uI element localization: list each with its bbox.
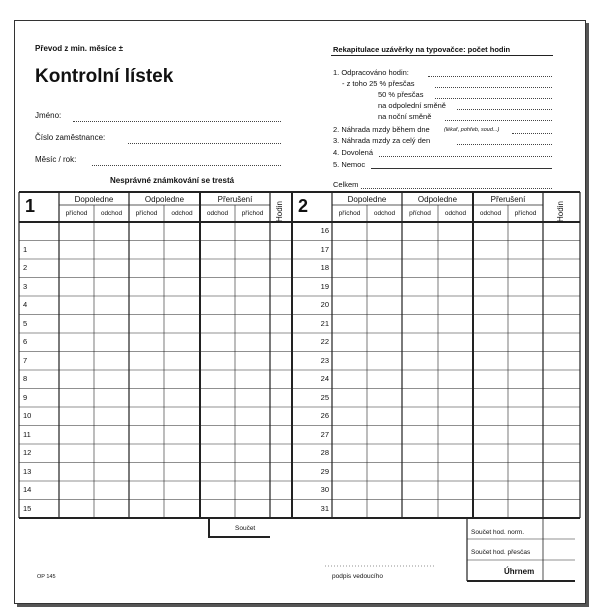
left-group-morning: Dopoledne [74,195,114,204]
signature-label: podpis vedoucího [332,573,383,580]
right-day-number: 16 [320,226,329,235]
right-day-number: 27 [320,429,329,439]
right-group-morning: Dopoledne [347,195,387,204]
right-day-number: 25 [320,392,329,402]
recap-item-2-note: (lékař, pohřeb, soud...) [444,127,500,133]
recap-item-4: 4. Dovolená [333,148,374,157]
left-day-number: 1 [23,244,28,254]
left-day-number: 15 [23,503,32,513]
right-day-number: 17 [320,244,329,254]
right-sub-departure-1: odchod [373,210,396,217]
recap-item-1a: - z toho 25 % přesčas [342,79,415,88]
form-code: OP 145 [37,574,56,580]
left-day-number: 11 [23,429,31,439]
transfer-label: Převod z min. měsíce ± [35,44,123,53]
left-day-number: 13 [23,466,32,476]
left-sub-arrival-3: příchod [241,210,264,217]
right-day-number: 26 [320,411,329,420]
left-day-number: 4 [23,300,28,309]
right-day-number: 18 [320,263,329,272]
right-group-afternoon: Odpoledne [417,195,458,204]
left-sub-arrival-2: příchod [135,210,158,217]
recap-item-5: 5. Nemoc [333,160,366,169]
left-day-number: 14 [23,485,32,494]
left-day-number: 8 [23,374,28,383]
left-day-number: 7 [23,355,28,365]
left-section-number: 1 [25,196,36,216]
name-label: Jméno: [35,111,62,120]
month-year-label: Měsíc / rok: [35,155,77,164]
left-day-number: 9 [23,392,28,402]
recap-item-1: 1. Odpracováno hodin: [333,68,409,77]
grand-total-label: Úhrnem [504,567,535,576]
left-day-number: 6 [23,337,28,346]
right-sub-departure-3: odchod [479,210,502,217]
right-day-number: 24 [320,374,329,383]
sum-label: Součet [235,525,256,532]
left-sub-departure-3: odchod [206,210,229,217]
sum-overtime-label: Součet hod. přesčas [471,549,531,556]
right-sub-arrival-2: příchod [409,210,431,217]
right-day-number: 31 [320,503,329,513]
right-day-number: 28 [320,448,329,457]
right-day-number: 23 [320,355,329,365]
left-group-break: Přerušení [217,195,253,204]
left-day-number: 3 [23,281,28,291]
recap-item-3: 3. Náhrada mzdy za celý den [333,136,431,145]
recap-item-1c: na odpolední směně [378,101,446,110]
page-title: Kontrolní lístek [35,66,174,87]
recap-title: Rekapitulace uzávěrky na typovačce: počet hodin [333,45,511,54]
right-day-number: 19 [320,281,329,291]
left-sub-departure-2: odchod [171,210,193,217]
right-day-number: 30 [320,485,329,494]
right-group-break: Přerušení [490,195,526,204]
right-section-number: 2 [298,196,309,216]
recap-total-label: Celkem [333,180,359,189]
left-day-number: 2 [23,263,28,272]
recap-item-2: 2. Náhrada mzdy během dne [333,125,430,134]
warning-text: Nesprávné známkování se trestá [110,176,235,185]
right-sub-arrival-3: příchod [514,210,537,217]
time-card-sheet [14,20,586,604]
left-group-afternoon: Odpoledne [144,195,185,204]
right-day-number: 22 [320,337,329,346]
left-sub-arrival-1: příchod [65,210,88,217]
time-grid [15,21,585,603]
right-day-number: 20 [320,300,329,309]
employee-number-label: Číslo zaměstnance: [35,133,106,142]
recap-item-1b: 50 % přesčas [378,90,424,99]
left-hours-label: Hodin [275,201,284,222]
right-day-number: 21 [320,318,329,328]
left-day-number: 5 [23,318,28,328]
recap-item-1d: na noční směně [378,112,432,121]
left-day-number: 12 [23,448,32,457]
left-sub-departure-1: odchod [100,210,123,217]
left-day-number: 10 [23,411,32,420]
right-sub-departure-2: odchod [444,210,467,217]
right-day-number: 29 [320,466,329,476]
sum-norm-label: Součet hod. norm. [471,529,525,536]
right-sub-arrival-1: příchod [338,210,361,217]
right-hours-label: Hodin [556,201,565,222]
